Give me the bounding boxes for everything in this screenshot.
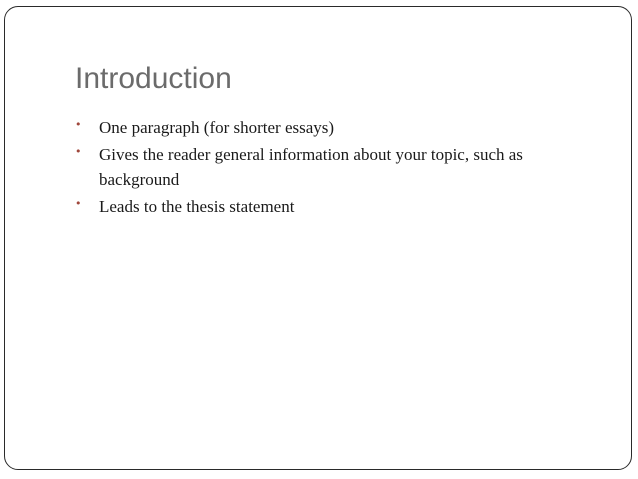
bullet-text: One paragraph (for shorter essays) (99, 118, 335, 137)
slide (4, 6, 632, 470)
bullet-item (75, 142, 605, 192)
bullet-icon: • (75, 145, 82, 158)
bullet-text: Leads to the thesis statement (99, 197, 295, 216)
bullet-item (75, 194, 605, 219)
bullet-icon: • (75, 197, 82, 210)
bullet-list (75, 115, 605, 221)
slide-title: Introduction (75, 62, 232, 95)
bullet-icon: • (75, 118, 82, 131)
bullet-item (75, 115, 605, 140)
bullet-text: Gives the reader general information about your topic, such as background (99, 145, 523, 189)
